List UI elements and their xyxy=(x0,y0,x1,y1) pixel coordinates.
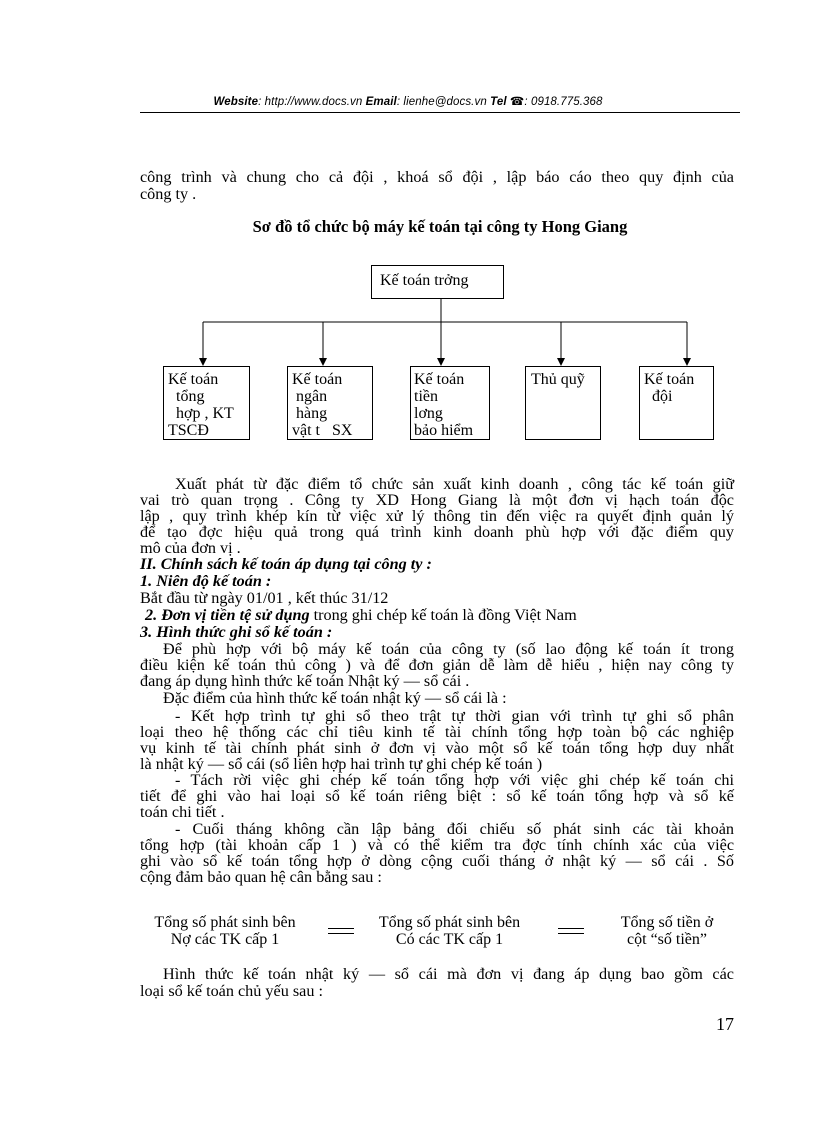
para2-line: điều kiện kế toán thủ công ) và để đơn giản dễ làm dễ hiểu , hiện nay công ty xyxy=(140,656,734,674)
box-payroll-accountant xyxy=(410,366,490,440)
email-value[interactable]: : lienhe@docs.vn xyxy=(396,96,487,108)
para2-line: Để phù hợp với bộ máy kế toán của công ty (số lao động kế toán ít trong xyxy=(163,640,734,658)
section-2-heading: II. Chính sách kế toán áp dụng tại công ty : xyxy=(140,555,432,573)
bullet2-line: toán chi tiết . xyxy=(140,803,225,821)
features-intro: Đặc điểm của hình thức kế toán nhật ký — sổ cái là : xyxy=(163,689,507,707)
website-label: Website xyxy=(213,96,259,108)
diagram-title: Sơ đồ tổ chức bộ máy kế toán tại công ty Hong Giang xyxy=(252,217,628,236)
arrow-2 xyxy=(319,358,327,366)
bullet3-line: tổng hợp (tài khoản cấp 1 ) và có thể kiểm tra đợc tính chính xác của việc xyxy=(140,836,734,854)
box-treasurer xyxy=(525,366,601,440)
arrow-3 xyxy=(437,358,445,366)
equation-middle-line1: Tổng số phát sinh bên xyxy=(378,914,521,931)
box-label: Kế toán ngân hàng vật t SX xyxy=(292,371,353,439)
bullet3-line: - Cuối tháng không cần lập bảng đối chiếu số phát sinh các tài khoản xyxy=(175,820,734,838)
box-label: Thủ quỹ xyxy=(531,371,585,388)
email-label: Email xyxy=(365,96,397,108)
item-3-heading: 3. Hình thức ghi sổ kế toán : xyxy=(140,623,333,641)
para1-line: để tạo đợc hiệu quả trong quá trình kinh doanh phù hợp với đặc điểm quy xyxy=(140,523,734,541)
para1-line: vai trò quan trọng . Công ty XD Hong Giang là một đơn vị hạch toán độc xyxy=(140,491,734,509)
box-bank-accountant xyxy=(287,366,373,440)
intro-line-1: công trình và chung cho cả đội , khoá sổ đội , lập báo cáo theo quy định của xyxy=(140,168,734,186)
intro-line-2: công ty . xyxy=(140,185,197,203)
equals-sign-bottom xyxy=(558,933,584,934)
equation-middle-line2: Có các TK cấp 1 xyxy=(395,931,504,948)
box-chief-accountant xyxy=(371,265,504,299)
equation-left xyxy=(140,914,310,948)
para1-line: lập , quy trình khép kín từ việc xử lý thông tin đến việc ra quyết định quản lý xyxy=(140,507,734,525)
website-value[interactable]: : http://www.docs.vn xyxy=(258,96,363,108)
box-general-accountant xyxy=(163,366,250,440)
item-2-text: trong ghi chép kế toán là đồng Việt Nam xyxy=(309,606,577,624)
para3-line: loại sổ kế toán chủ yếu sau : xyxy=(140,982,323,1000)
box-label: Kế toán đội xyxy=(644,371,695,405)
equation-right-line2: cột “số tiền” xyxy=(627,931,707,948)
box-label: Kế toán tổng hợp , KT TSCĐ xyxy=(168,371,234,439)
bullet1-line: loại theo hệ thống các chỉ tiêu kinh tế tài chính tổng hợp toàn bộ các nghiệp xyxy=(140,723,734,741)
para1-line: Xuất phát từ đặc điểm tổ chức sản xuất kinh doanh , công tác kế toán giữ xyxy=(175,475,734,493)
item-2-heading: 2. Đơn vị tiền tệ sử dụng xyxy=(145,606,310,624)
arrow-4 xyxy=(557,358,565,366)
para2-line: đang áp dụng hình thức kế toán Nhật ký — sổ cái . xyxy=(140,672,470,690)
item-1-heading: 1. Niên độ kế toán : xyxy=(140,572,272,590)
item-1-text: Bắt đầu từ ngày 01/01 , kết thúc 31/12 xyxy=(140,589,389,607)
item-2-line xyxy=(145,607,577,623)
bullet2-line: - Tách rời việc ghi chép kế toán tổng hợp với việc ghi chép kế toán chi xyxy=(175,771,734,789)
equals-sign-top xyxy=(558,928,584,929)
equation-left-line1: Tổng số phát sinh bên xyxy=(154,914,296,931)
equation-left-line2: Nợ các TK cấp 1 xyxy=(170,931,280,948)
box-team-accountant xyxy=(639,366,714,440)
para1-line: mô của đơn vị . xyxy=(140,539,241,557)
tel-label: Tel xyxy=(490,96,507,108)
box-label: Kế toán tiền lơng bảo hiểm xyxy=(414,371,474,439)
arrow-1 xyxy=(199,358,207,366)
page-number: 17 xyxy=(716,1014,734,1034)
equation-right xyxy=(600,914,734,948)
equation-right-line1: Tổng số tiền ở xyxy=(620,914,714,931)
bullet1-line: là nhật ký — sổ cái (sổ liên hợp hai trình tự ghi chép kế toán ) xyxy=(140,755,543,773)
equation-middle xyxy=(362,914,537,948)
equals-sign-top xyxy=(328,928,354,929)
bullet3-line: ghi vào sổ kế toán tổng hợp ở dòng cộng cuối tháng ở nhật ký — sổ cái . Số xyxy=(140,852,734,870)
para3-line: Hình thức kế toán nhật ký — sổ cái mà đơn vị đang áp dụng bao gồm các xyxy=(163,965,734,983)
box-chief-accountant-label: Kế toán trởng xyxy=(380,272,469,289)
tel-value: : 0918.775.368 xyxy=(524,96,603,108)
equals-sign-bottom xyxy=(328,933,354,934)
bullet2-line: tiết để ghi vào hai loại sổ kế toán riêng biệt : sổ kế toán tổng hợp và sổ kế xyxy=(140,787,734,805)
arrow-5 xyxy=(683,358,691,366)
phone-icon: ☎ xyxy=(509,96,525,108)
bullet3-line: cộng đảm bảo quan hệ cân bằng sau : xyxy=(140,868,382,886)
bullet1-line: vụ kinh tế tài chính phát sinh ở đơn vị vào một sổ kế toán tổng hợp duy nhất xyxy=(140,739,734,757)
bullet1-line: - Kết hợp trình tự ghi sổ theo trật tự thời gian với trình tự ghi sổ phân xyxy=(175,707,734,725)
